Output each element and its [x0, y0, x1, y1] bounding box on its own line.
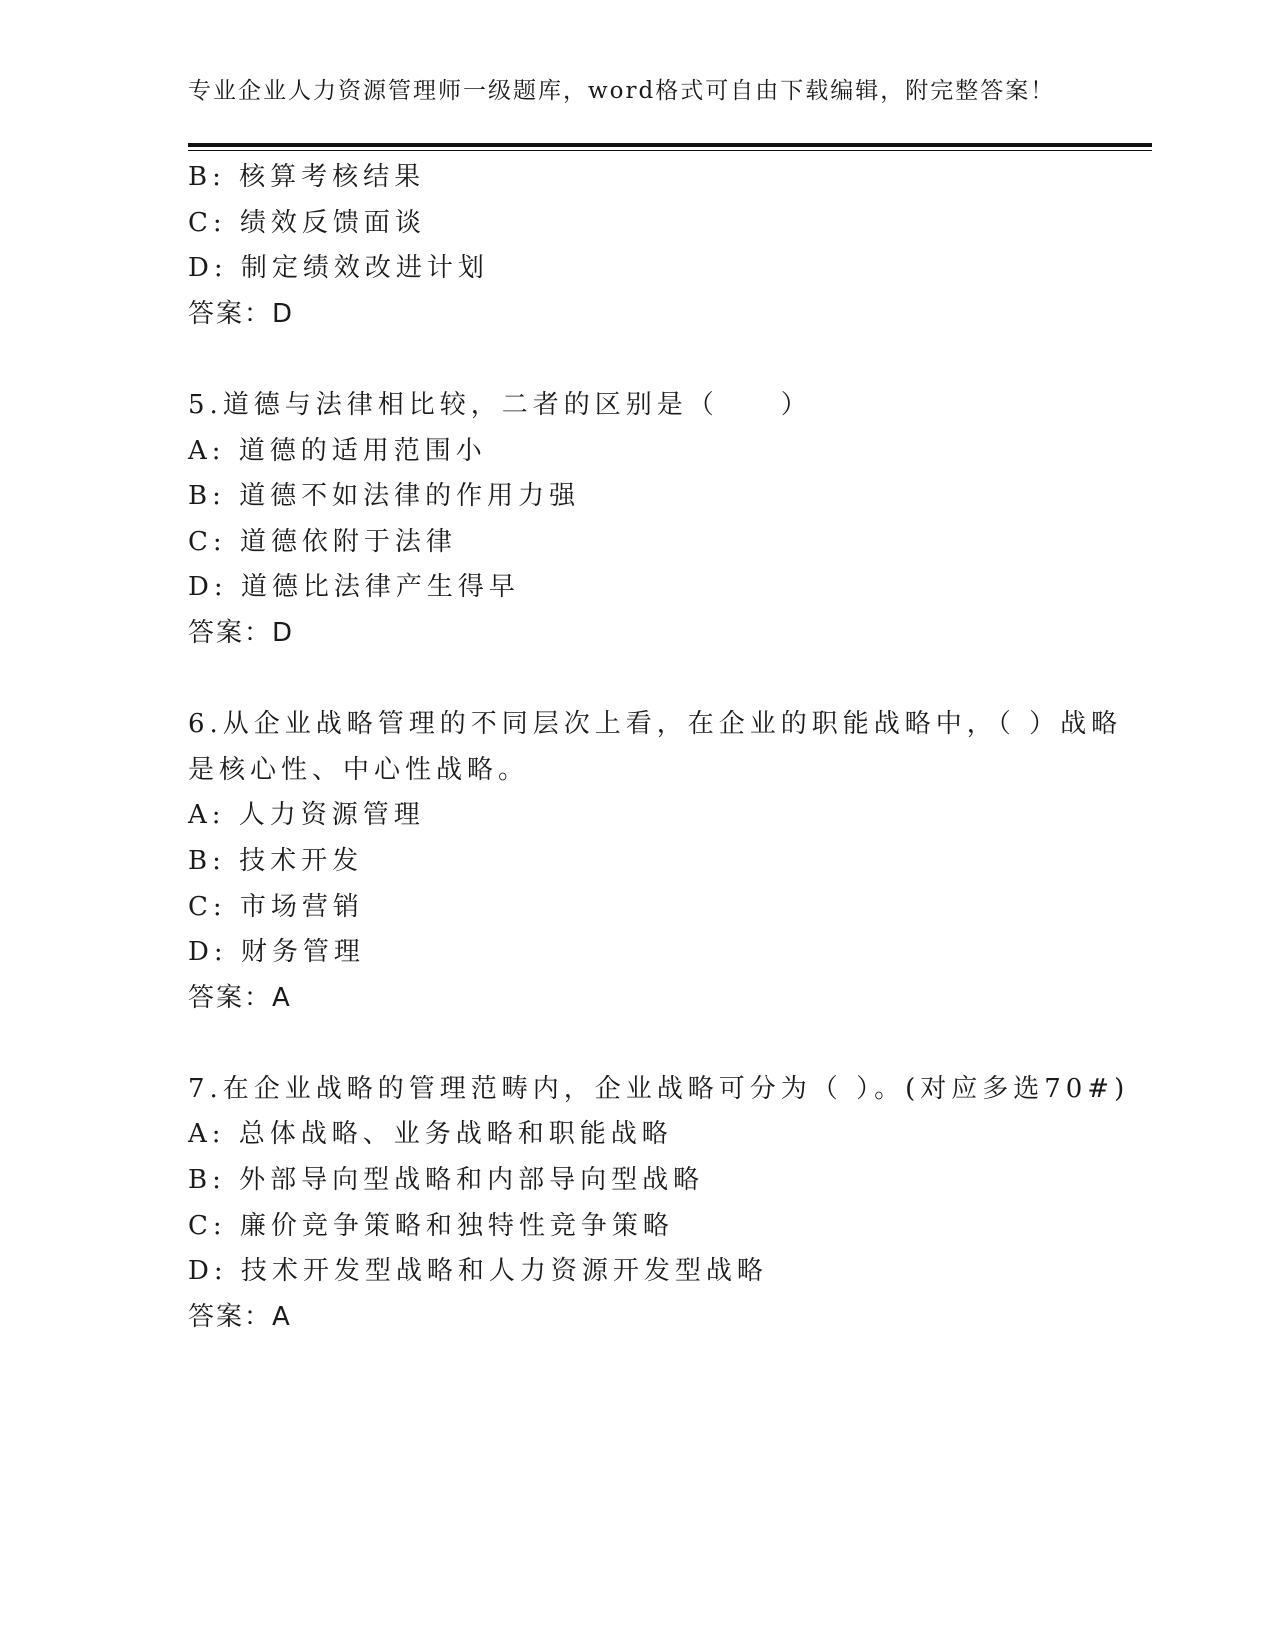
option-b: B: 外部导向型战略和内部导向型战略 [188, 1165, 705, 1196]
answer-line: 答案：A [188, 982, 292, 1013]
option-c: C: 廉价竞争策略和独特性竞争策略 [188, 1210, 674, 1241]
question-content [188, 155, 1130, 1340]
option-a: A: 总体战略、业务战略和职能战略 [188, 1119, 673, 1150]
question-6 [188, 702, 1123, 1021]
option-b: B: 核算考核结果 [188, 162, 426, 192]
question-5 [188, 383, 1088, 657]
question-stem: 5.道德与法律相比较，二者的区别是（ ） [188, 389, 812, 420]
option-c: C: 绩效反馈面谈 [188, 207, 426, 238]
prev-question-options [188, 155, 1088, 292]
option-d: D: 制定绩效改进计划 [188, 253, 489, 284]
spacer [188, 657, 1088, 703]
option-a: A: 道德的适用范围小 [188, 435, 487, 466]
option-d: D: 财务管理 [188, 937, 365, 968]
option-a: A: 人力资源管理 [188, 800, 425, 831]
option-b: B: 技术开发 [188, 845, 364, 876]
spacer [188, 337, 1088, 383]
option-d: D: 技术开发型战略和人力资源开发型战略 [188, 1256, 768, 1287]
option-c: C: 道德依附于法律 [188, 526, 457, 557]
answer-line: 答案：A [188, 1301, 292, 1332]
option-d: D: 道德比法律产生得早 [188, 572, 520, 603]
answer-line: 答案：D [188, 298, 295, 329]
header-rule-thick [188, 143, 1152, 147]
question-7 [188, 1067, 1130, 1341]
page-header: 专业企业人力资源管理师一级题库，word格式可自由下载编辑，附完整答案！ [188, 78, 1056, 104]
answer-line: 答案：D [188, 617, 295, 648]
option-b: B: 道德不如法律的作用力强 [188, 481, 581, 512]
spacer [188, 1021, 1088, 1067]
question-stem: 7.在企业战略的管理范畴内，企业战略可分为（ ）。(对应多选70#) [188, 1073, 1130, 1104]
header-rule-thin [188, 150, 1152, 151]
option-c: C: 市场营销 [188, 891, 364, 922]
question-stem: 6.从企业战略管理的不同层次上看，在企业的职能战略中，（ ）战略 [188, 709, 1123, 740]
question-stem-continued: 是核心性、中心性战略。 [188, 754, 530, 785]
